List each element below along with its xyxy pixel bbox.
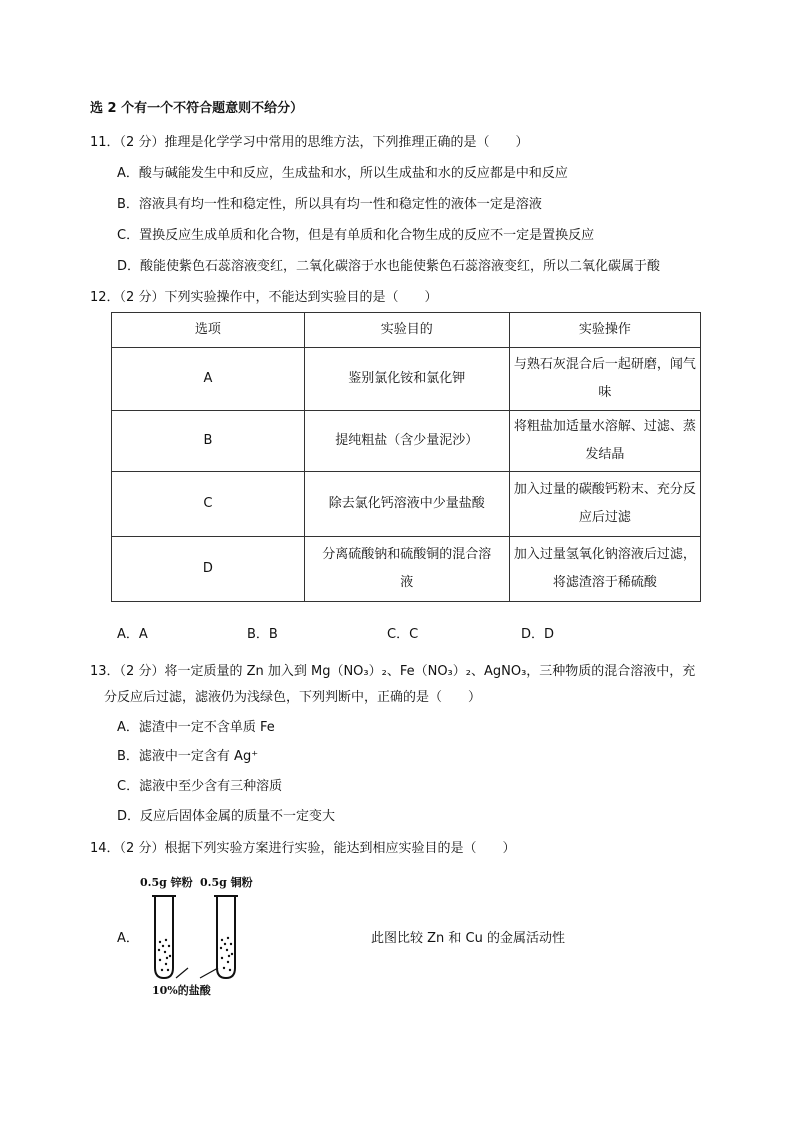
q14-option-a-label: A． — [117, 931, 139, 946]
q13-stem-line1: 13．（2 分）将一定质量的 Zn 加入到 Mg（NO₃）₂、Fe（NO₃）₂、AgNO₃，三种物质的混合溶液中，充 — [90, 664, 696, 679]
test-tube-figure — [138, 870, 258, 1000]
acid-liquid-dots — [158, 937, 233, 971]
q13-option-a: A．滤渣中一定不含单质 Fe — [117, 720, 275, 735]
row-label: A — [112, 348, 305, 411]
q12-choice-d: D．D — [521, 627, 555, 642]
table-header-goal: 实验目的 — [304, 313, 509, 348]
experiment-table — [111, 312, 701, 602]
q11-option-c: C．置换反应生成单质和化合物，但是有单质和化合物生成的反应不一定是置换反应 — [117, 228, 595, 243]
row-operation: 加入过量的碳酸钙粉末、充分反 应后过滤 — [509, 472, 700, 537]
q11-option-d: D．酸能使紫色石蕊溶液变红，二氧化碳溶于水也能使紫色石蕊溶液变红，所以二氧化碳属于酸 — [117, 259, 661, 274]
row-label: D — [112, 537, 305, 602]
header-note: 选 2 个有一个不符合题意则不给分） — [90, 101, 304, 116]
q12-stem: 12．（2 分）下列实验操作中，不能达到实验目的是（ ） — [90, 290, 438, 305]
q14-option-a-text: 此图比较 Zn 和 Cu 的金属活动性 — [371, 931, 565, 946]
row-goal: 提纯粗盐（含少量泥沙） — [304, 411, 509, 472]
q11-stem: 11．（2 分）推理是化学学习中常用的思维方法，下列推理正确的是（ ） — [90, 135, 529, 150]
copper-powder-label: 0.5g 铜粉 — [200, 876, 253, 889]
q12-choice-c: C．C — [387, 627, 419, 642]
table-row — [112, 537, 701, 602]
row-goal: 除去氯化钙溶液中少量盐酸 — [304, 472, 509, 537]
q13-option-d: D．反应后固体金属的质量不一定变大 — [117, 809, 336, 824]
table-row — [112, 348, 701, 411]
row-goal: 分离硫酸钠和硫酸铜的混合溶 液 — [304, 537, 509, 602]
table-header-operation: 实验操作 — [509, 313, 700, 348]
row-operation: 将粗盐加适量水溶解、过滤、蒸 发结晶 — [509, 411, 700, 472]
table-header-row — [112, 313, 701, 348]
q11-option-b: B．溶液具有均一性和稳定性，所以具有均一性和稳定性的液体一定是溶液 — [117, 197, 542, 212]
q12-choice-a: A．A — [117, 627, 148, 642]
q14-stem: 14．（2 分）根据下列实验方案进行实验，能达到相应实验目的是（ ） — [90, 841, 516, 856]
row-goal: 鉴别氯化铵和氯化钾 — [304, 348, 509, 411]
row-label: C — [112, 472, 305, 537]
q13-option-b: B．滤液中一定含有 Ag⁺ — [117, 749, 259, 764]
q12-choice-b: B．B — [247, 627, 278, 642]
q13-stem-line2: 分反应后过滤，滤液仍为浅绿色，下列判断中，正确的是（ ） — [104, 690, 482, 705]
hydrochloric-acid-label: 10%的盐酸 — [152, 984, 211, 997]
table-row — [112, 472, 701, 537]
right-test-tube — [217, 896, 235, 978]
row-label: B — [112, 411, 305, 472]
q11-option-a: A．酸与碱能发生中和反应，生成盐和水，所以生成盐和水的反应都是中和反应 — [117, 166, 568, 181]
row-operation: 加入过量氢氧化钠溶液后过滤， 将滤渣溶于稀硫酸 — [509, 537, 700, 602]
left-test-tube — [155, 896, 173, 978]
q13-option-c: C．滤液中至少含有三种溶质 — [117, 779, 283, 794]
table-row — [112, 411, 701, 472]
table-header-option: 选项 — [112, 313, 305, 348]
row-operation: 与熟石灰混合后一起研磨，闻气 味 — [509, 348, 700, 411]
zinc-powder-label: 0.5g 锌粉 — [140, 876, 193, 889]
